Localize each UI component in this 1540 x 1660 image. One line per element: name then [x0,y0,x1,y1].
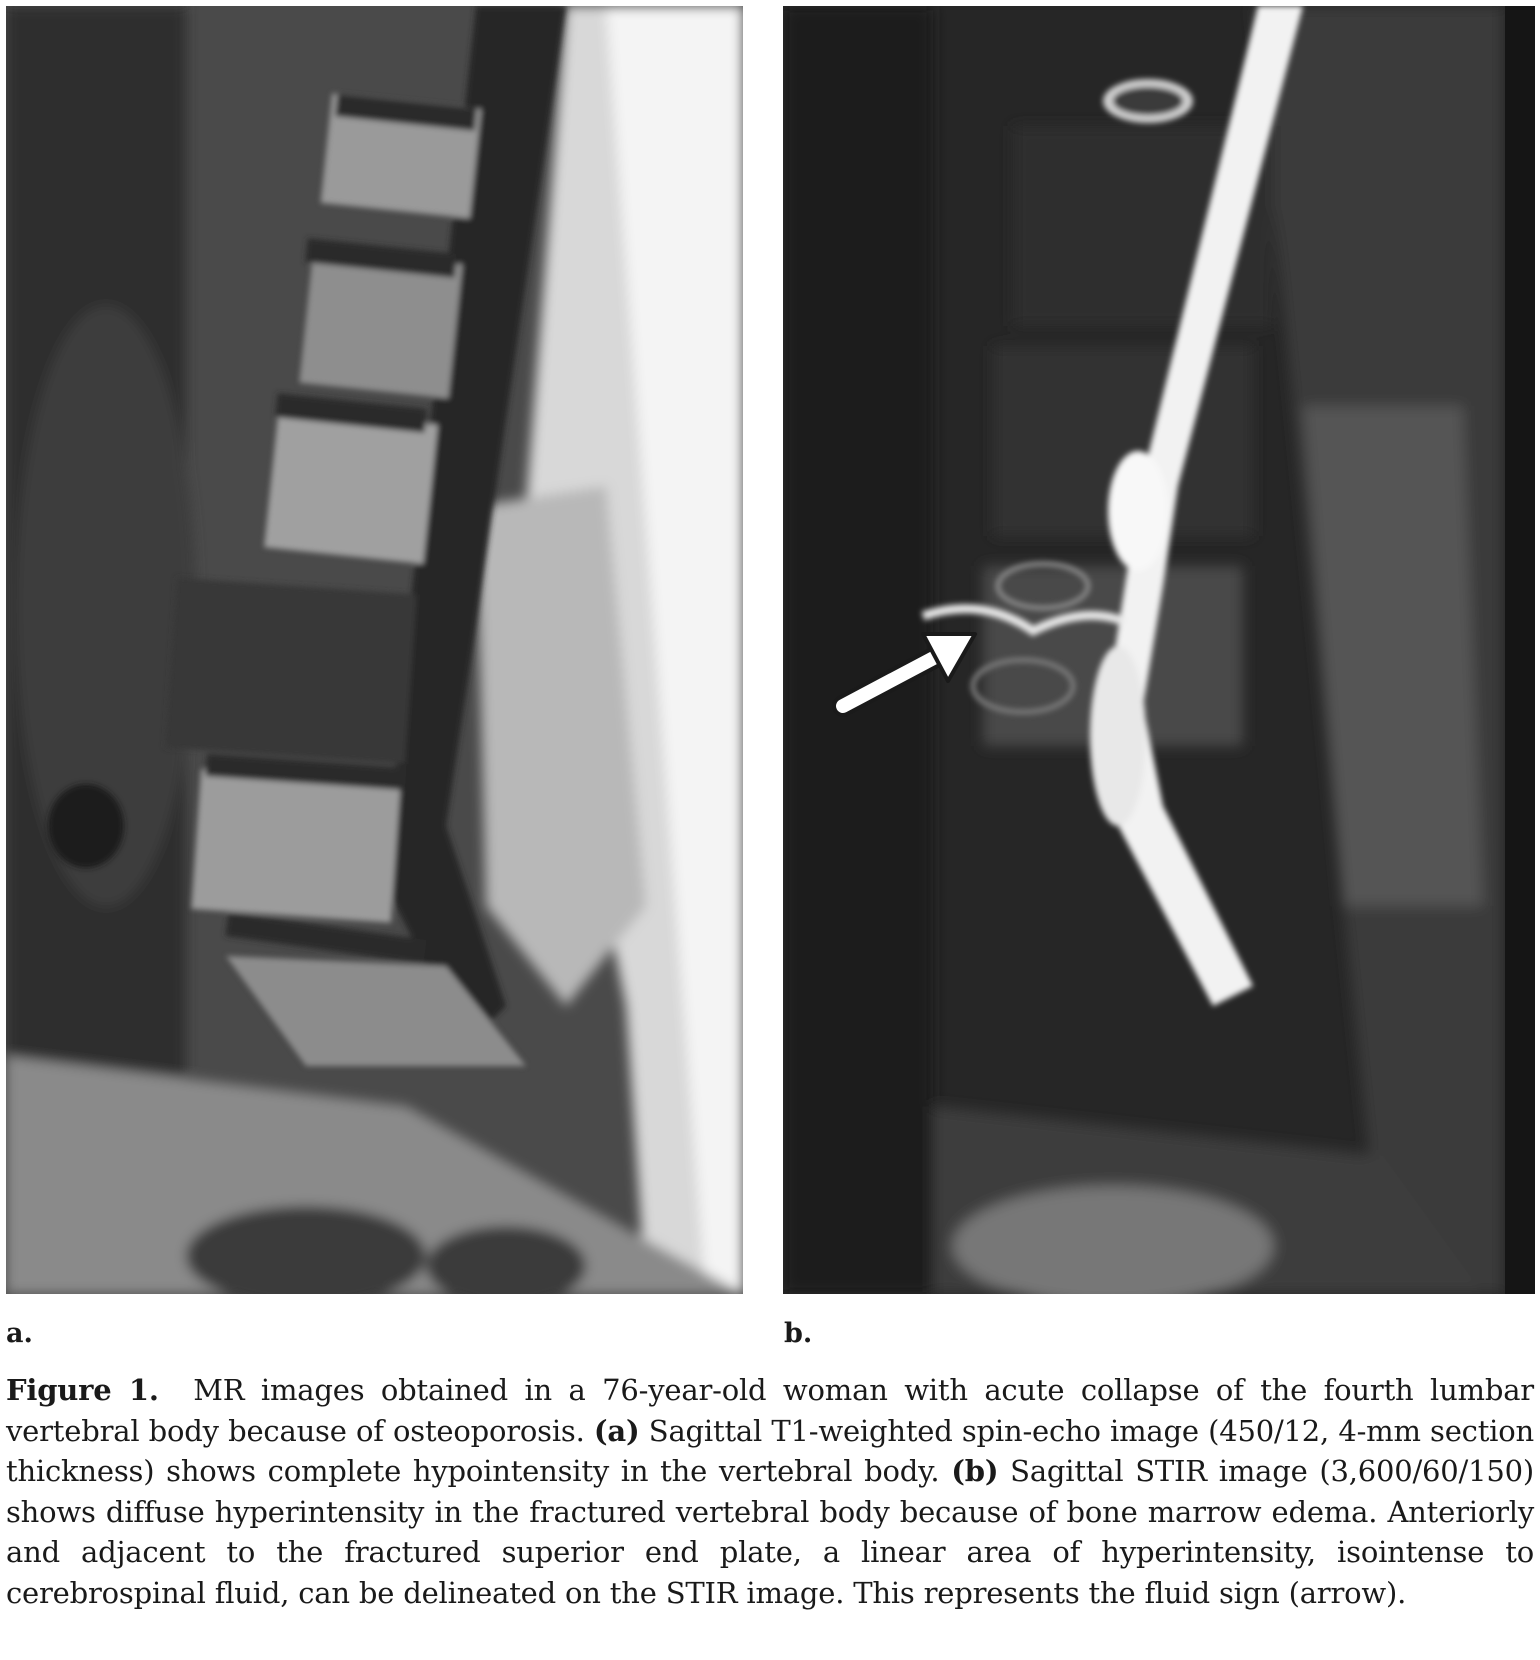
caption-intro: MR images obtained in a 76-year-old woman with acute collapse of the fourth lumbar vertebral body because of osteoporosis. [6,1373,1534,1448]
t1-mr-image [6,6,743,1294]
caption-part-b-text: Sagittal STIR image (3,600/60/150) shows diffuse hyperintensity in the fractured vertebral body because of bone marrow edema. Anteriorly and adjacent to the fractured superior end plate, a linear area of hyperintensity, isointense to cerebrospinal fluid, can be delineated on the STIR image. This represents the fluid sign (arrow). [6,1454,1534,1610]
mr-image-stir-panel [783,6,1535,1294]
stir-mr-image [783,6,1535,1294]
panel-a-label: a. [6,1318,33,1349]
caption-part-a-marker: (a) [593,1413,640,1448]
figure-caption [6,1370,1534,1613]
caption-part-b-marker: (b) [951,1454,999,1488]
mr-image-t1-panel [6,6,743,1294]
panel-b-label: b. [784,1318,813,1349]
caption-part-a-text: Sagittal T1-weighted spin-echo image (450/12, 4-mm section thickness) shows complete hypointensity in the vertebral body. [6,1413,1534,1488]
figure-label: Figure 1. [6,1373,159,1407]
